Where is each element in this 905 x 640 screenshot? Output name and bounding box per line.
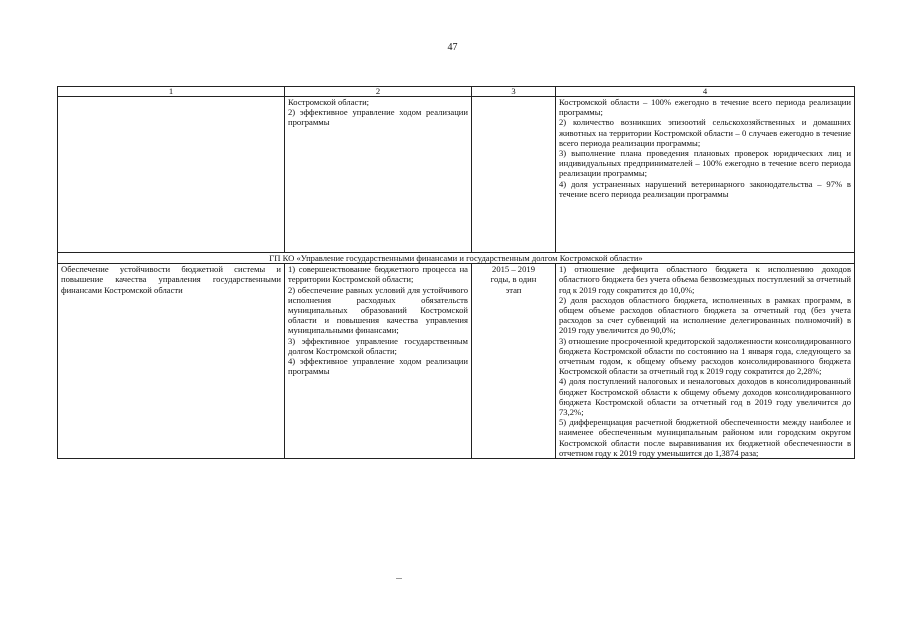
task-item: 4) эффективное управление ходом реализации программы bbox=[288, 356, 468, 377]
task-item: 1) совершенствование бюджетного процесса на территории Костромской области; bbox=[288, 264, 468, 285]
task-item: Костромской области; bbox=[288, 97, 370, 107]
indicator-item: 4) доля устраненных нарушений ветеринарного законодательства – 97% в течение всего периода реализации программы bbox=[559, 178, 851, 199]
goal-cell-empty bbox=[58, 97, 285, 253]
indicator-item: 5) дифференциация расчетной бюджетной обеспеченности между наиболее и наименее обеспеченным муниципальным районом или городским округом Костромской области после выравнивания их бюджетной обеспеченности в отчетном году к 2019 году уменьшится до 1,3874 раза; bbox=[559, 417, 851, 458]
scan-mark bbox=[396, 578, 402, 579]
column-number: 4 bbox=[556, 87, 855, 97]
tasks-cell bbox=[285, 97, 472, 253]
period-cell bbox=[472, 264, 556, 459]
column-number: 2 bbox=[285, 87, 472, 97]
goal-cell: Обеспечение устойчивости бюджетной системы и повышение качества управления государственными финансами Костромской области bbox=[58, 264, 285, 459]
period-line: этап bbox=[505, 284, 522, 295]
column-number: 1 bbox=[58, 87, 285, 97]
period-line: годы, в один bbox=[490, 274, 537, 285]
period-line: 2015 – 2019 bbox=[492, 264, 535, 275]
program-table bbox=[57, 86, 855, 459]
task-item: 3) эффективное управление государственным долгом Костромской области; bbox=[288, 335, 468, 356]
indicator-item: 4) доля поступлений налоговых и неналоговых доходов в консолидированный бюджет Костромской области к общему объему доходов консолидированного бюджета Костромской области за отчетный год в 2019 году увеличится до 73,2%; bbox=[559, 376, 851, 418]
column-number: 3 bbox=[472, 87, 556, 97]
section-title-row bbox=[58, 253, 855, 264]
task-item: 2) эффективное управление ходом реализации программы bbox=[288, 107, 468, 128]
column-number-row bbox=[58, 87, 855, 97]
table-row bbox=[58, 97, 855, 253]
tasks-cell bbox=[285, 264, 472, 459]
indicators-cell bbox=[556, 97, 855, 253]
indicator-item: 3) выполнение плана проведения плановых проверок юридических лиц и индивидуальных предпринимателей – 100% ежегодно в течение всего периода реализации программы; bbox=[559, 148, 851, 179]
table-row bbox=[58, 264, 855, 459]
page-number: 47 bbox=[447, 42, 458, 53]
indicator-item: 2) доля расходов областного бюджета, исполненных в рамках программ, в общем объеме расходов областного бюджета за отчетный год (без учета расходов за счет субвенций на исполнение делегированных полномочий) в 2019 году увеличится до 90,0%; bbox=[559, 294, 851, 336]
indicator-item: 2) количество возникших эпизоотий сельскохозяйственных и домашних животных на территории Костромской области – 0 случаев ежегодно в течение всего периода реализации программы; bbox=[559, 117, 851, 148]
period-cell-empty bbox=[472, 97, 556, 253]
section-title: ГП КО «Управление государственными финансами и государственным долгом Костромской области» bbox=[58, 253, 855, 264]
indicator-item: Костромской области – 100% ежегодно в течение всего периода реализации программы; bbox=[559, 97, 851, 118]
indicator-item: 3) отношение просроченной кредиторской задолженности консолидированного бюджета Костромской области по состоянию на 1 января года, следующего за отчетным годом, к общему объему расходов консолидированного бюджета Костромской области за отчетный год к 2019 году сократится до 2,28%; bbox=[559, 335, 851, 377]
indicator-item: 1) отношение дефицита областного бюджета к исполнению доходов областного бюджета без учета объема безвозмездных поступлений за отчетный год к 2019 году сократится до 10,0%; bbox=[559, 264, 851, 295]
task-item: 2) обеспечение равных условий для устойчивого исполнения расходных обязательств муниципальных образований Костромской области и повышения качества управления муниципальными финансами; bbox=[288, 284, 468, 336]
indicators-cell bbox=[556, 264, 855, 459]
